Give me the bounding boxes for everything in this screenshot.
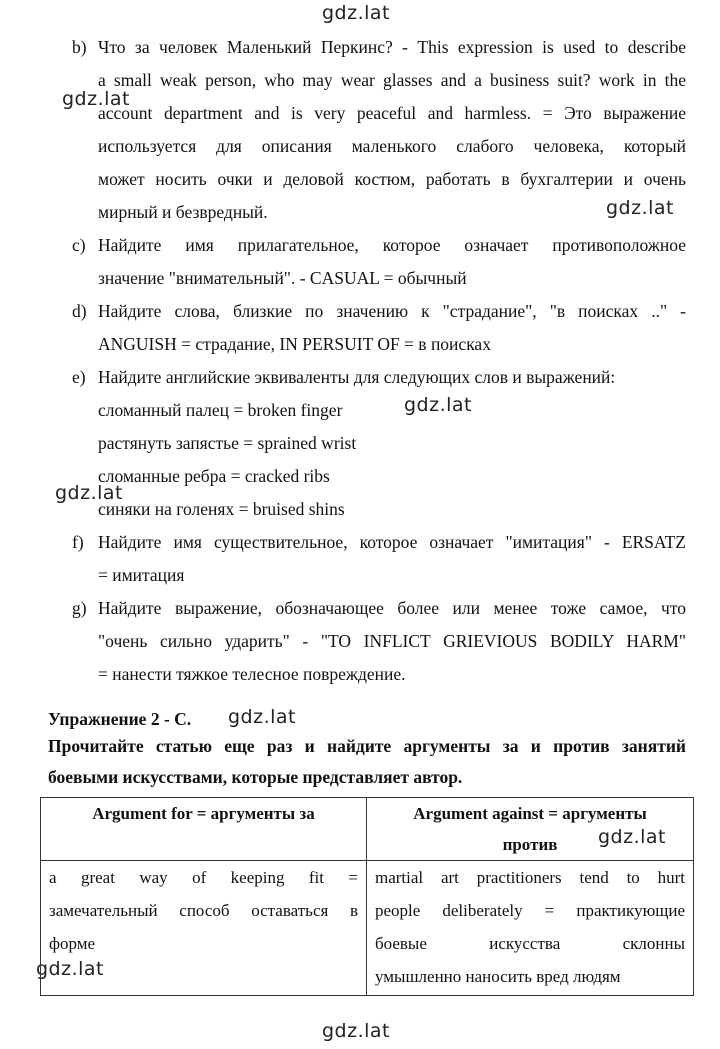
exercise-instruction: Прочитайте статью еще раз и найдите аргументы за и против занятий [48,736,686,756]
arguments-table [40,797,694,996]
item-label: g) [72,598,87,618]
answer-item-e [72,361,686,526]
watermark: gdz.lat [322,1020,391,1042]
cell-text-line: замечательный способ оставаться в [49,901,358,920]
cell-text-line: форме [49,934,96,953]
watermark: gdz.lat [55,482,124,504]
cell-text-line: умышленно наносить вред людям [375,967,621,986]
item-text-line: значение "внимательный". - CASUAL = обычный [98,268,467,288]
item-label: b) [72,37,87,57]
item-text-line: Что за человек Маленький Перкинс? - This expression is used to describe [98,37,686,57]
item-label: f) [72,532,84,552]
watermark: gdz.lat [322,2,391,24]
item-label: c) [72,235,86,255]
cell-text-line: боевые искусства склонны [375,934,685,953]
watermark: gdz.lat [36,958,105,980]
translation-pair: растянуть запястье = sprained wrist [98,433,357,453]
table-row [41,861,694,996]
item-text-line: Найдите имя прилагательное, которое означает противоположное [98,235,686,255]
item-text-line: = имитация [98,565,185,585]
cell-text-line: people deliberately = практикующие [375,901,685,920]
column-header-for [41,798,367,861]
item-text-line: Найдите имя существительное, которое означает "имитация" - ERSATZ [98,532,686,552]
answer-item-b [72,31,686,229]
exercise-title: Упражнение 2 - C. [48,709,192,729]
item-text-line: может носить очки и деловой костюм, работать в бухгалтерии и очень [98,169,686,189]
item-text-line: a small weak person, who may wear glasses and a business suit? work in the [98,70,686,90]
argument-against-cell [367,861,694,996]
column-header-against [367,798,694,861]
header-text: Argument against = аргументы [413,804,647,823]
item-text-line: Найдите английские эквиваленты для следующих слов и выражений: [98,367,616,387]
item-label: e) [72,367,86,387]
answer-item-g [72,592,686,691]
answer-item-d [72,295,686,361]
item-text-line: Найдите слова, близкие по значению к "страдание", "в поисках .." - [98,301,686,321]
header-text: Argument for = аргументы за [92,804,315,823]
header-text: против [502,835,558,854]
cell-text-line: a great way of keeping fit = [49,868,358,887]
table-header-row [41,798,694,861]
watermark: gdz.lat [228,706,297,728]
translation-pair: сломанный палец = broken finger [98,400,343,420]
answer-item-c [72,229,686,295]
item-text-line: используется для описания маленького слабого человека, который [98,136,686,156]
item-text-line: "очень сильно ударить" - "TO INFLICT GRIEVIOUS BODILY HARM" [98,631,686,651]
translation-pair: синяки на голенях = bruised shins [98,499,345,519]
argument-for-cell [41,861,367,996]
watermark: gdz.lat [62,88,131,110]
translation-pair: сломанные ребра = cracked ribs [98,466,330,486]
cell-text-line: martial art practitioners tend to hurt [375,868,685,887]
item-label: d) [72,301,87,321]
answer-item-f [72,526,686,592]
item-text-line: мирный и безвредный. [98,202,268,222]
watermark: gdz.lat [606,197,675,219]
watermark: gdz.lat [598,826,667,848]
item-text-line: Найдите выражение, обозначающее более или менее тоже самое, что [98,598,686,618]
item-text-line: account department and is very peaceful and harmless. = Это выражение [98,103,686,123]
exercise-instruction: боевыми искусствами, которые представляет автор. [48,767,463,787]
item-text-line: = нанести тяжкое телесное повреждение. [98,664,406,684]
watermark: gdz.lat [404,394,473,416]
item-text-line: ANGUISH = страдание, IN PERSUIT OF = в поисках [98,334,491,354]
